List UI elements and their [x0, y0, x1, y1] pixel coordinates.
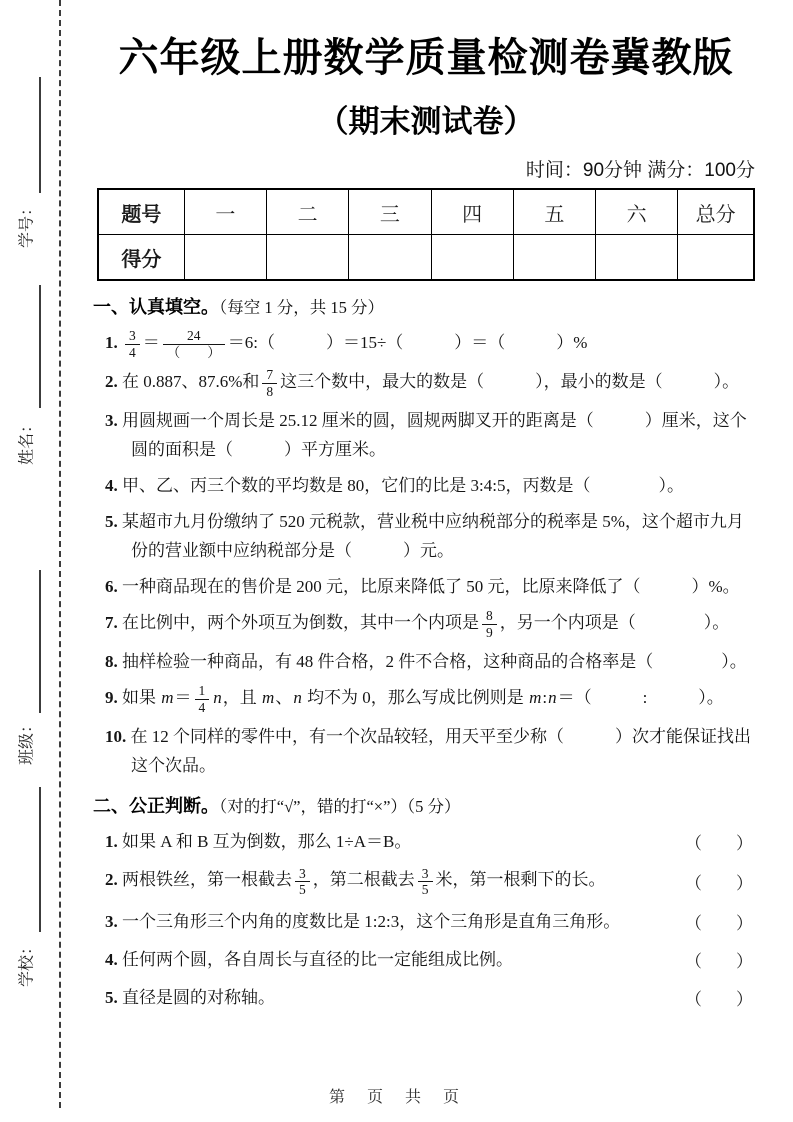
- question-item: [105, 367, 755, 399]
- score-table-cell: 题号: [98, 189, 184, 235]
- score-table-header-row: [98, 189, 754, 235]
- question-number: 10.: [105, 727, 127, 747]
- fraction: $\frac{3}{4}$: [125, 328, 140, 360]
- question-item: [105, 983, 677, 1012]
- score-table: [97, 188, 755, 281]
- question-item: [105, 608, 755, 640]
- true-false-item: [105, 945, 755, 974]
- question-item: [105, 945, 677, 974]
- fraction: $\frac{8}{9}$: [482, 608, 497, 640]
- score-table-cell: 六: [596, 189, 678, 235]
- question-text: 在 12 个同样的零件中，有一个次品较轻，用天平至少称（ ）次才能保证找出这个次品。: [126, 727, 751, 776]
- question-number: 2.: [105, 372, 118, 392]
- section1-title: 一、认真填空。: [93, 297, 219, 317]
- section1-note: （每空 1 分，共 15 分）: [219, 298, 384, 317]
- fraction: $\frac{3}{5}$: [418, 866, 433, 898]
- math-variable: m: [161, 688, 174, 708]
- question-item: [105, 647, 755, 676]
- school-blank-line: [39, 787, 41, 932]
- question-item: [105, 827, 677, 856]
- question-text: 一种商品现在的售价是 200 元，比原来降低了 50 元，比原来降低了（ ）%。: [117, 577, 740, 597]
- score-empty-cell: [349, 235, 431, 281]
- question-text: 在 0.887、87.6%和: [117, 372, 260, 392]
- score-table-cell: 一: [184, 189, 266, 235]
- name-blank-line: [39, 285, 41, 408]
- question-item: [105, 406, 755, 464]
- question-item: [105, 722, 755, 780]
- true-false-item: [105, 907, 755, 936]
- section2-title: 二、公正判断。: [93, 796, 219, 817]
- answer-bracket: （ ）: [685, 834, 753, 854]
- section2-heading: [93, 792, 755, 818]
- question-item: [105, 572, 755, 601]
- score-table-cell: 五: [513, 189, 595, 235]
- question-item: [105, 328, 755, 360]
- name-label: 姓名：: [18, 416, 36, 466]
- question-text: ，且: [222, 688, 262, 708]
- score-empty-cell: [431, 235, 513, 281]
- fraction: $\frac{24}{( )}$: [163, 328, 225, 360]
- question-text: ＝6:（ ）＝15÷（ ）＝（ ）%: [227, 333, 588, 352]
- fraction: $\frac{1}{4}$: [195, 683, 210, 715]
- answer-bracket: （ ）: [685, 989, 753, 1009]
- question-text: ＝: [142, 333, 160, 352]
- question-text: 在比例中，两个外项互为倒数，其中一个内项是: [117, 613, 479, 633]
- question-text: 任何两个圆，各自周长与直径的比一定能组成比例。: [117, 949, 513, 969]
- page-title: 六年级上册数学质量检测卷冀教版: [118, 36, 734, 80]
- question-text: 抽样检验一种商品，有 48 件合格，2 件不合格，这种商品的合格率是（ ）。: [117, 652, 747, 672]
- answer-bracket: （ ）: [685, 913, 753, 933]
- question-number: 2.: [105, 870, 118, 890]
- question-number: 5.: [105, 987, 118, 1007]
- question-text: ＝（ : ）。: [557, 688, 724, 708]
- true-false-item: [105, 827, 755, 856]
- score-empty-cell: [184, 235, 266, 281]
- section1-heading: [93, 293, 755, 319]
- answer-bracket: （ ）: [685, 951, 753, 971]
- fraction: $\frac{7}{8}$: [262, 367, 277, 399]
- question-text: 一个三角形三个内角的度数比是 1:2:3，这个三角形是直角三角形。: [117, 911, 621, 931]
- question-text: ＝: [174, 688, 192, 708]
- binding-dashed-line: [59, 0, 61, 1108]
- question-item: [105, 507, 755, 565]
- question-number: 4.: [105, 949, 118, 969]
- section2-note: （对的打“√”，错的打“×”）（5 分）: [219, 797, 461, 817]
- main-content: [93, 0, 755, 1021]
- exam-meta: 时间：90分钟 满分：100分: [525, 160, 755, 181]
- question-text: :: [542, 688, 548, 708]
- score-empty-cell: [267, 235, 349, 281]
- question-number: 3.: [105, 911, 118, 931]
- true-false-item: [105, 865, 755, 897]
- question-number: 1.: [105, 832, 118, 852]
- question-text: ，另一个内项是（ ）。: [499, 613, 730, 633]
- question-text: 、: [275, 688, 293, 708]
- question-item: [105, 683, 755, 715]
- class-blank-line: [39, 570, 41, 713]
- score-empty-cell: [513, 235, 595, 281]
- question-text: 甲、乙、丙三个数的平均数是 80，它们的比是 3:4:5，丙数是（ ）。: [117, 476, 684, 496]
- score-empty-cell: [678, 235, 754, 281]
- question-number: 6.: [105, 577, 118, 597]
- question-text: [118, 333, 122, 352]
- question-number: 1.: [105, 333, 118, 352]
- page-footer: 第 页 共 页: [328, 1089, 464, 1106]
- class-label: 班级：: [18, 716, 36, 766]
- math-variable: n: [293, 688, 302, 708]
- math-variable: n: [213, 688, 222, 708]
- question-item: [105, 907, 677, 936]
- question-number: 9.: [105, 688, 118, 708]
- score-empty-cell: [596, 235, 678, 281]
- question-text: 米，第一根剩下的长。: [435, 870, 606, 890]
- page-subtitle: （期末测试卷）: [317, 104, 535, 139]
- score-table-cell: 三: [349, 189, 431, 235]
- school-label: 学校：: [18, 938, 36, 988]
- question-number: 4.: [105, 476, 118, 496]
- math-variable: m: [262, 688, 275, 708]
- question-text: 这三个数中，最大的数是（ ），最小的数是（ ）。: [280, 372, 740, 392]
- question-text: 直径是圆的对称轴。: [117, 987, 275, 1007]
- math-variable: m: [529, 688, 542, 708]
- question-item: [105, 865, 677, 897]
- score-table-cell: 四: [431, 189, 513, 235]
- student-id-label: 学号：: [18, 199, 36, 249]
- question-text: 某超市九月份缴纳了 520 元税款，营业税中应纳税部分的税率是 5%，这个超市九月份的营业额中应纳税部分是（ ）元。: [117, 512, 744, 561]
- question-number: 5.: [105, 512, 118, 532]
- question-item: [105, 471, 755, 500]
- question-number: 3.: [105, 411, 118, 431]
- student-id-blank-line: [39, 77, 41, 193]
- question-text: 用圆规画一个周长是 25.12 厘米的圆，圆规两脚叉开的距离是（ ）厘米，这个圆的面积是（ ）平方厘米。: [117, 411, 747, 460]
- question-text: 两根铁丝，第一根截去: [117, 870, 292, 890]
- score-table-cell: 得分: [98, 235, 184, 281]
- question-text: 均不为 0，那么写成比例则是: [302, 688, 529, 708]
- answer-bracket: （ ）: [685, 873, 753, 893]
- fraction: $\frac{3}{5}$: [295, 866, 310, 898]
- question-text: 如果 A 和 B 互为倒数，那么 1÷A＝B。: [117, 832, 412, 852]
- question-text: 如果: [117, 688, 161, 708]
- question-text: ，第二根截去: [312, 870, 415, 890]
- question-number: 8.: [105, 652, 118, 672]
- true-false-item: [105, 983, 755, 1012]
- math-variable: n: [548, 688, 557, 708]
- score-table-cell: 二: [267, 189, 349, 235]
- score-table-cell: 总分: [678, 189, 754, 235]
- score-table-score-row: [98, 235, 754, 281]
- question-number: 7.: [105, 613, 118, 633]
